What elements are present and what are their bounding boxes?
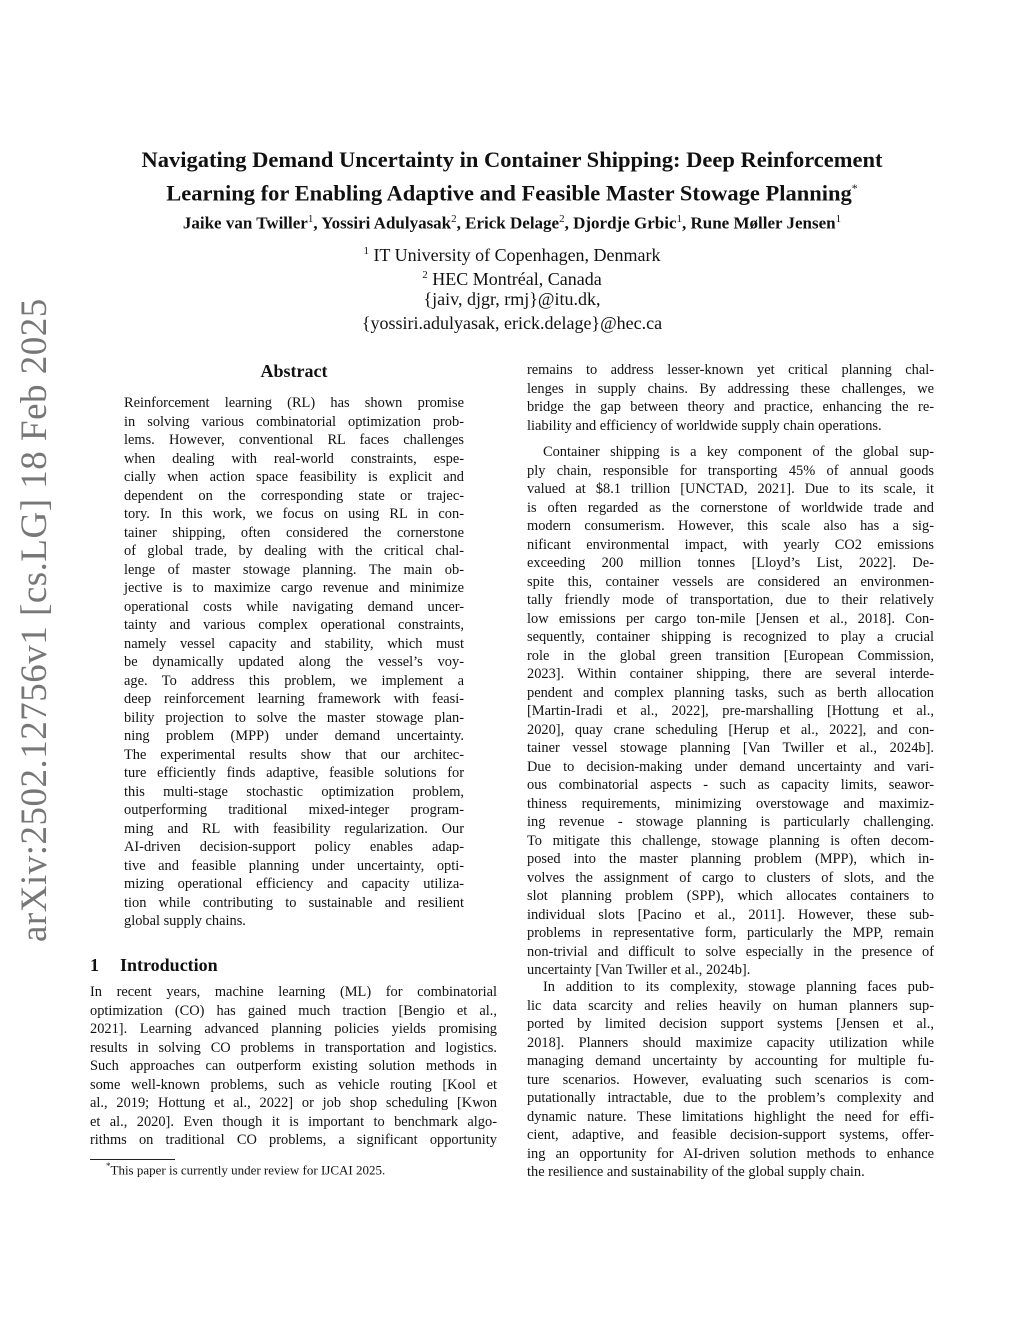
text-line: al., 2019; Hottung et al., 2022] or job shop scheduling [Kwon	[90, 1095, 497, 1111]
title-line-2: Learning for Enabling Adaptive and Feasible Master Stowage Planning*	[166, 180, 858, 206]
text-line: individual slots [Pacino et al., 2011]. However, these sub-	[527, 906, 934, 923]
text-line: remains to address lesser-known yet critical planning chal-	[527, 362, 934, 378]
text-line: cially when action space feasibility is explicit and	[124, 469, 464, 485]
text-line: valued at $8.1 trillion [UNCTAD, 2021]. Due to its scale, it	[527, 481, 934, 497]
author-list	[40, 213, 984, 234]
text-line: tainty and various complex operational constraints,	[124, 617, 464, 633]
abstract-heading: Abstract	[260, 361, 328, 381]
text-line: putationally intractable, due to the problem’s complexity and	[527, 1090, 934, 1106]
email-line-1: {jaiv, djgr, rmj}@itu.dk,	[423, 289, 601, 309]
text-line: tally friendly mode of transportation, due to their relatively	[527, 592, 934, 608]
affiliation-2: $^2$ HEC Montréal, Canada	[422, 269, 602, 289]
text-line: ing revenue - stowage planning is particularly challenging.	[527, 814, 934, 830]
text-line: role in the global green transition [European Commission,	[527, 647, 934, 664]
text-line: ported by limited decision support systems [Jensen et al.,	[527, 1016, 934, 1032]
text-line: namely vessel capacity and stability, which must	[124, 635, 464, 652]
text-line: thiness requirements, minimizing overstowage and maximiz-	[527, 795, 934, 812]
right-paragraph-2	[527, 443, 934, 980]
author-affiliation-mark: 2	[559, 213, 565, 225]
text-line: jective is to maximize cargo revenue and minimize	[124, 580, 464, 596]
text-line: exceeding 200 million tonnes [Lloyd’s List, 2022]. De-	[527, 555, 934, 571]
text-line: Container shipping is a key component of the global sup-	[543, 444, 934, 460]
affiliation-1: $^1$ IT University of Copenhagen, Denmark	[363, 245, 661, 265]
text-line: this multi-stage stochastic optimization problem,	[124, 783, 464, 800]
text-line: of global trade, by dealing with the critical chal-	[124, 543, 464, 559]
text-line: deep reinforcement learning framework with feasi-	[124, 691, 464, 707]
text-line: In addition to its complexity, stowage planning faces pub-	[543, 979, 934, 995]
text-line: lic data scarcity and relies heavily on human planners sup-	[527, 997, 934, 1014]
author-name: Rune Møller Jensen	[690, 213, 836, 233]
text-line: modern consumerism. However, this scale also has a sig-	[527, 518, 934, 534]
text-line: The experimental results show that our architec-	[124, 746, 464, 763]
text-line: the resilience and sustainability of the global supply chain.	[527, 1164, 865, 1180]
author-separator: ,	[456, 213, 466, 233]
text-line: ture efficiently finds adaptive, feasible solutions for	[124, 765, 464, 781]
text-line: is often regarded as the cornerstone of worldwide trade and	[527, 499, 934, 516]
text-line: 2020], quay crane scheduling [Herup et al., 2022], and con-	[527, 721, 934, 738]
arxiv-identifier: arXiv:2502.12756v1 [cs.LG] 18 Feb 2025	[14, 298, 55, 942]
author-affiliation-mark: 2	[451, 213, 457, 225]
text-line: ming and RL with feasibility regularization. Our	[124, 820, 464, 837]
text-line: be dynamically updated along the vessel’s voy-	[124, 654, 464, 670]
text-line: In recent years, machine learning (ML) for combinatorial	[90, 984, 497, 1000]
text-line: slot planning problem (SPP), which allocates containers to	[527, 888, 934, 904]
text-line: pendent and complex planning tasks, such as berth allocation	[527, 684, 934, 701]
text-line: cient, adaptive, and feasible decision-support systems, offer-	[527, 1127, 934, 1143]
text-line: Due to decision-making under demand uncertainty and vari-	[527, 758, 934, 775]
text-line: non-trivial and difficult to solve especially in the presence of	[527, 943, 934, 960]
title-line-1: Navigating Demand Uncertainty in Container Shipping: Deep Reinforcement	[141, 147, 883, 172]
text-line: tainer vessel stowage planning [Van Twiller et al., 2024b].	[527, 740, 934, 756]
text-line: global supply chains.	[124, 913, 246, 929]
text-line: problems in representative form, particularly the MPP, remain	[527, 925, 934, 941]
text-line: ing an opportunity for AI-driven solution methods to enhance	[527, 1145, 934, 1162]
author-separator: ,	[313, 213, 322, 233]
author-separator: ,	[682, 213, 691, 233]
text-line: ture scenarios. However, evaluating such scenarios is com-	[527, 1071, 934, 1088]
text-line: managing demand uncertainty by accounting for multiple fu-	[527, 1053, 934, 1069]
abstract-body	[124, 394, 464, 931]
text-line: AI-driven decision-support policy enables adap-	[124, 839, 464, 855]
text-line: operational costs while navigating demand uncer-	[124, 598, 464, 615]
text-line: tion while contributing to sustainable and resilient	[124, 894, 464, 911]
text-line: uncertainty [Van Twiller et al., 2024b].	[527, 962, 751, 978]
text-line: lenges in supply chains. By addressing these challenges, we	[527, 380, 934, 397]
text-line: bridge the gap between theory and practice, enhancing the re-	[527, 399, 934, 415]
text-line: in solving various combinatorial optimization prob-	[124, 413, 464, 430]
text-line: ning problem (MPP) under demand uncertainty.	[124, 728, 464, 744]
text-line: Such approaches can outperform existing solution methods in	[90, 1058, 497, 1074]
author-affiliation-mark: 1	[307, 213, 314, 225]
text-line: posed into the master planning problem (MPP), which in-	[527, 851, 934, 867]
author-affiliation-mark: 1	[676, 213, 682, 225]
text-line: [Martin-Iradi et al., 2022], pre-marshalling [Hottung et al.,	[527, 703, 934, 719]
text-line: et al., 2020]. Even though it is important to benchmark algo-	[90, 1113, 497, 1130]
section-heading-introduction: 1 Introduction	[90, 955, 218, 975]
text-line: sequently, container shipping is recognized to play a crucial	[527, 629, 934, 645]
text-line: when dealing with real-world constraints, espe-	[124, 450, 464, 467]
text-line: bility projection to solve the master stowage plan-	[124, 709, 464, 726]
footnote-rule	[90, 1159, 175, 1160]
right-paragraph-3	[527, 978, 934, 1182]
text-line: lems. However, conventional RL faces challenges	[124, 432, 464, 448]
text-line: tive and feasible planning under uncertainty, opti-	[124, 857, 464, 874]
text-line: lenge of master stowage planning. The main ob-	[124, 561, 464, 578]
text-line: rithms on traditional CO problems, a significant opportunity	[90, 1132, 497, 1148]
text-line: liability and efficiency of worldwide supply chain operations.	[527, 417, 882, 434]
author-name: Djordje Grbic	[573, 213, 677, 233]
author-name: Erick Delage	[465, 213, 560, 233]
text-line: tainer shipping, often considered the cornerstone	[124, 524, 464, 541]
author-affiliation-mark: 1	[835, 213, 842, 225]
author-name: Yossiri Adulyasak	[321, 213, 452, 233]
text-line: outperforming traditional mixed-integer program-	[124, 802, 464, 818]
text-line: ous combinatorial aspects - such as capacity limits, seawor-	[527, 777, 934, 793]
author-name: Jaike van Twiller	[182, 213, 308, 233]
text-line: optimization (CO) has gained much traction [Bengio et al.,	[90, 1002, 497, 1019]
text-line: results in solving CO problems in transportation and logistics.	[90, 1039, 497, 1056]
text-line: 2018]. Planners should maximize capacity utilization while	[527, 1034, 934, 1051]
email-line-2: {yossiri.adulyasak, erick.delage}@hec.ca	[361, 313, 663, 333]
text-line: tory. In this work, we focus on using RL in con-	[124, 506, 464, 522]
text-line: 2021]. Learning advanced planning policies yields promising	[90, 1021, 497, 1037]
text-line: To mitigate this challenge, stowage planning is often decom-	[527, 832, 934, 849]
text-line: dependent on the corresponding state or trajec-	[124, 487, 464, 504]
text-line: ply chain, responsible for transporting 45% of annual goods	[527, 462, 934, 479]
text-line: 2023]. Within container shipping, there are several interde-	[527, 666, 934, 682]
text-line: low emissions per cargo ton-mile [Jensen et al., 2018]. Con-	[527, 610, 934, 627]
text-line: some well-known problems, such as vehicle routing [Kool et	[90, 1076, 497, 1093]
paper-title	[60, 145, 964, 208]
introduction-body	[90, 983, 497, 1150]
text-line: Reinforcement learning (RL) has shown promise	[124, 395, 464, 411]
footnote: *This paper is currently under review for IJCAI 2025.	[106, 1161, 386, 1178]
author-separator: ,	[564, 213, 574, 233]
text-line: mizing operational efficiency and capacity utiliza-	[124, 876, 464, 892]
text-line: spite this, container vessels are considered an environmen-	[527, 573, 934, 590]
right-paragraph-1	[527, 361, 934, 435]
text-line: age. To address this problem, we implement a	[124, 672, 464, 689]
title-footnote-mark: *	[851, 181, 858, 195]
text-line: nificant environmental impact, with yearly CO2 emissions	[527, 536, 934, 553]
text-line: volves the assignment of cargo to clusters of slots, and the	[527, 869, 934, 886]
text-line: dynamic nature. These limitations highlight the need for effi-	[527, 1108, 934, 1125]
